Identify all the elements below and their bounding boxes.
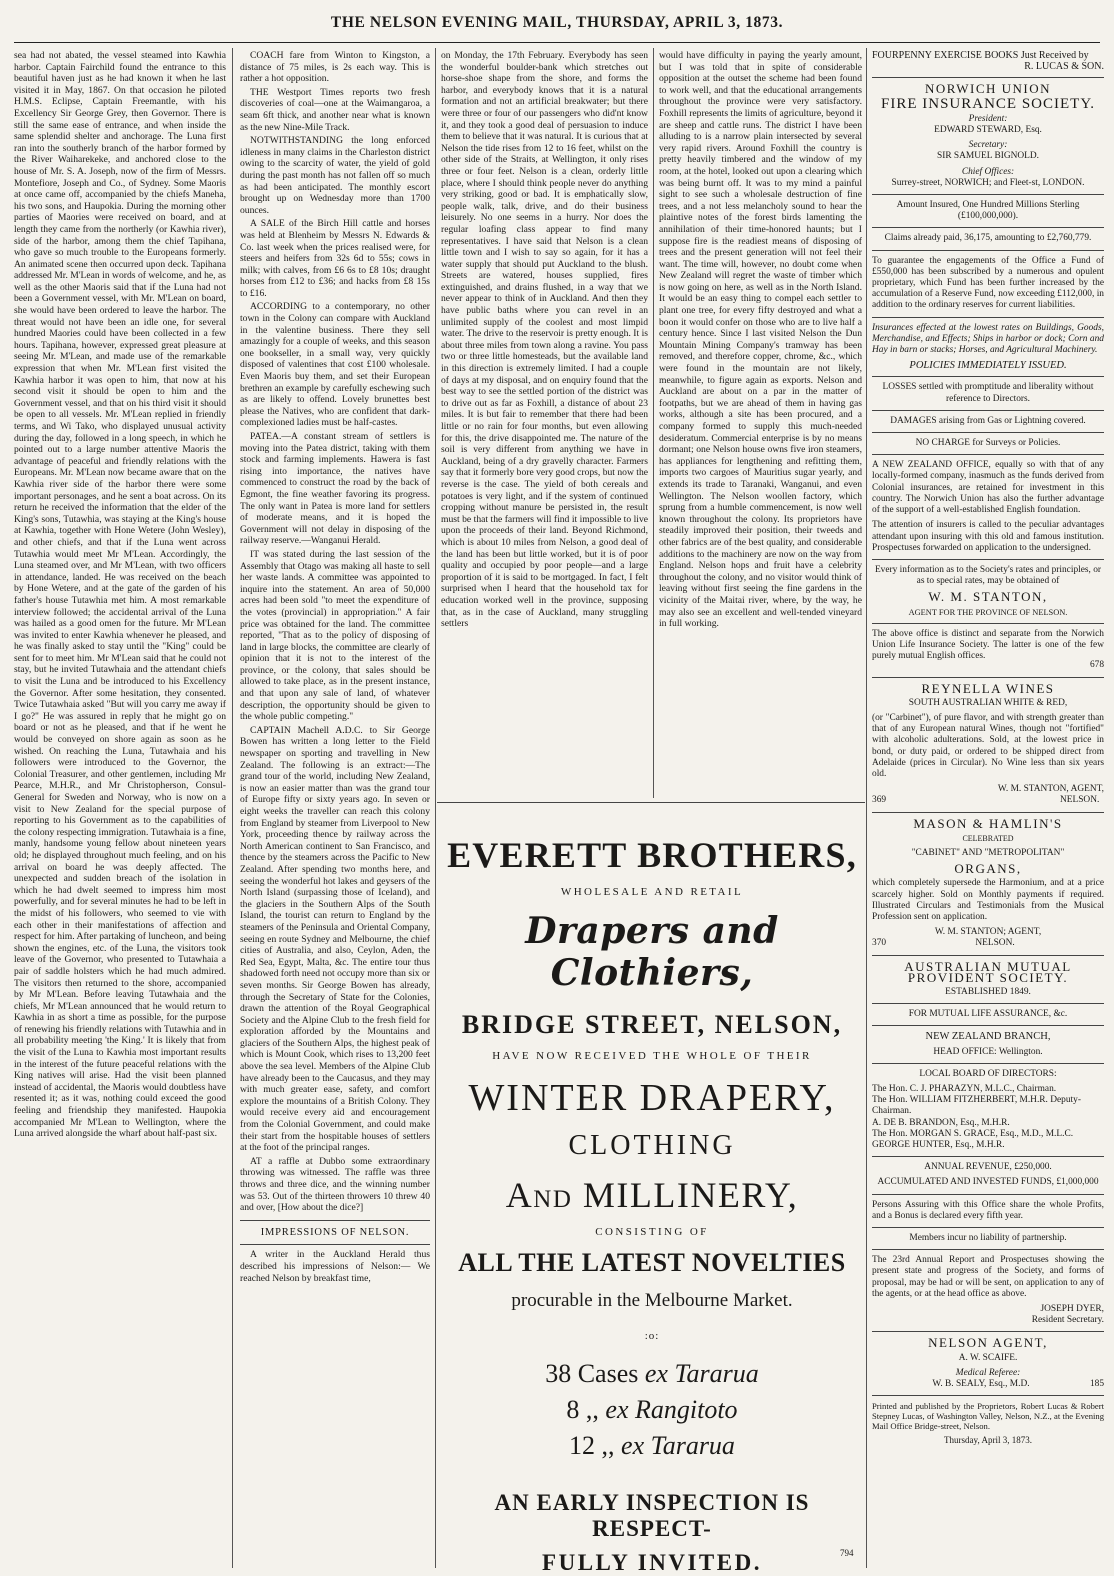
amp-head-office: HEAD OFFICE: Wellington. xyxy=(933,1046,1043,1057)
article-column-1 xyxy=(14,50,226,1565)
news-paragraph: would have difficulty in paying the yearly amount, but I was told that in spite of considerable opposition at the outset the scheme had been found to work well, and that the educational arrangements throughout the province were very satisfactory. Foxhill represents the limits of agriculture, beyond it are sheep and cattle runs. The district I have been alluding to is a narrow plain intersected by several very rapid rivers. Around Foxhill the country is pretty heavily timbered and the window of my room, at the hotel, looked out upon a clearing which was being burnt off. It was to my mind a painful sight to see such a wholesale destruction of fine trees, and a not less melancholy sound to hear the plaintive notes of the forest birds lamenting the annihilation of their time-honored haunts; but I suppose fire is the readiest means of disposing of trees and the present generation will not feel their want. The time will, however, no doubt come when New Zealand will regret the waste of timber which is now going on here, as well as in the North Island. It would be an easy thing to compel each settler to plant one tree, for every fifty destroyed and what a boon it would confer on those who are to live half a century hence. Since I last visited Nelson the Dun Mountain Mining Company's tramway has been removed, and therefore copper, chrome, &c., which were found in the mountain are not likely, meanwhile, to figure again as exports. Nelson and Auckland are about on a par in the matter of footpaths, but we are ahead of them in having gas works, although a site has been procured, and a company formed to supply this much-needed desideratum. Commercial enterprise is by no means dormant; one Nelson house owns five iron steamers, has appliances for lengthening and refitting them, imports two cargoes of Mauritius sugar yearly, and extends its trade to Taranaki, Wanganui, and even Wellington. The Nelson woollen factory, which sprung from a humble commencement, is now well known throughout the colony. Its proprietors have steadily improved their position, their tweeds and other fabrics are of the best quality, and considerable additions to the machinery are now on the way from England. Nelson hops and fruit have a celebrity throughout the colony, and no visitor would think of leaving without first seeing the fine gardens in the vicinity of the Maitai river, where, by the way, he may also see an excellent and well-tended vineyard in full working. xyxy=(659,50,862,630)
news-paragraph: CAPTAIN Machell A.D.C. to Sir George Bowen has written a long letter to the Field newspaper on sporting and travelling in New Zealand. The following is an extract:—The grand tour of the world, including New Zealand, is now an easier matter than was the grand tour of Europe fifty or sixty years ago. In seven or eight weeks the traveller can reach this colony from England by steamer from Liverpool to New York, proceeding thence by railway across the North American continent to San Francisco, and thence by the steamers across the Pacific to New Zealand. After spending two months here, and seeing the wonderful hot lakes and geysers of the North Island (surpassing those of Iceland), and the glaciers in the Southern Alps of the South Island, the tourist can return to England by the steamers of the Peninsula and Oriental Company, seeing en route Sydney and Melbourne, the chief cities of Australia, and also, Ceylon, Aden, the Red Sea, Egypt, Malta, &c. The entire tour thus shadowed forth need not occupy more than six or seven months. Sir George Bowen has already, through the Secretary of State for the Colonies, drawn the attention of the Royal Geographical Society and the Alpine Club to the fresh field for exploration afforded by the Mountains and glaciers of the Southern Alps, the highest peak of which is Mount Cook, which rises to 13,200 feet above the sea level. Members of the Alpine Club have already been to the Caucasus, and they may with much greater ease, safety, and comfort explore the mountains of a British Colony. They would receive every aid and encouragement from the Colonial Government, and could make their start from the hospitable houses of settlers at the foot of the principal ranges. xyxy=(240,724,430,1154)
president: President: EDWARD STEWARD, Esq. xyxy=(934,113,1042,136)
guarantee-fund: To guarantee the engagements of the Office a Fund of £550,000 has been subscribed by a numerous and opulent proprietary, which Fund has been further increased by the accumulation of a Reserve Fund, now exceeding £112,000, in addition to the ordinary reserves for current liabilities. xyxy=(872,255,1104,311)
exercise-books-ad: FOURPENNY EXERCISE BOOKS Just Received by R. LUCAS & SON. xyxy=(872,50,1104,73)
ad-millinery: And MILLINERY, xyxy=(505,1175,799,1215)
ad-case-line: 8 ,, ex Rangitoto xyxy=(566,1395,738,1424)
ad-number: 794 xyxy=(840,1548,854,1558)
ad-wholesale: WHOLESALE AND RETAIL xyxy=(560,886,744,898)
amp-funds: ACCUMULATED AND INVESTED FUNDS, £1,000,000 xyxy=(877,1177,1099,1188)
ad-winter-drapery: WINTER DRAPERY, xyxy=(468,1077,836,1119)
fire-insurance-title: FIRE INSURANCE SOCIETY. xyxy=(881,95,1095,112)
damages-covered: DAMAGES arising from Gas or Lightning covered. xyxy=(890,415,1086,426)
amp-members: Members incur no liability of partnership. xyxy=(909,1233,1067,1244)
news-paragraph: A SALE of the Birch Hill cattle and horses was held at Blenheim by Messrs N. Edwards & Co. last week when the prices realised were, for steers and heifers from 32s 6d to 55s; cows in milk; with calves, from £6 6s to £8 10s; draught horses from £12 to £36; and hacks from £8 15s to £16. xyxy=(240,218,430,299)
ad-invited: FULLY INVITED. xyxy=(542,1550,762,1575)
ad-drapers: Drapers and Clothiers, xyxy=(525,910,779,994)
policies-issued: POLICIES IMMEDIATELY ISSUED. xyxy=(909,360,1067,372)
amp-profits: Persons Assuring with this Office share the whole Profits, and a Bonus is declared every fifth year. xyxy=(872,1199,1104,1221)
imprint-date: Thursday, April 3, 1873. xyxy=(944,1435,1032,1446)
amp-secretary: JOSEPH DYER, Resident Secretary. xyxy=(1031,1304,1104,1326)
news-paragraph: ACCORDING to a contemporary, no other town in the Colony can compare with Auckland in the valentine business. There they sell amazingly for a couple of weeks, and this season one bookseller, in a small way, very quickly disposed of valentines that cost £100 wholesale. Even Maoris buy them, and set their European brethren an example by carefully eschewing such as are likely to offend. Lovely brunettes best please the Natives, who are confident that dark-complexioned ladies must be half-castes. xyxy=(240,301,430,429)
amp-board-label: LOCAL BOARD OF DIRECTORS: xyxy=(919,1068,1057,1079)
news-paragraph: NOTWITHSTANDING the long enforced idleness in many claims in the Charleston district owing to the scarcity of water, the yield of gold during the past month has not fallen off so much as had been anticipated. The monthly escort brought up on Wednesday more than 1700 ounces. xyxy=(240,135,430,216)
news-paragraph: AT a raffle at Dubbo some extraordinary throwing was witnessed. The raffle was three throws and three dice, and the winning number was 53. Out of the thirteen throwers 10 threw 40 and over, [How about the dice?] xyxy=(240,1155,430,1214)
reynella-subtitle: SOUTH AUSTRALIAN WHITE & RED, xyxy=(908,697,1068,708)
column-rule xyxy=(653,48,654,798)
organs-agent: W. M. STANTON; AGENT, 370 NELSON. xyxy=(872,927,1042,949)
nz-office: A NEW ZEALAND OFFICE, equally so with that of any locally-formed company, inasmuch as the funds derived from Colonial insurances, are retained for investment in this country. The Norwich Union has also the further advantage of the support of a well-established English foundation. xyxy=(872,460,1104,516)
amount-insured: Amount Insured, One Hundred Millions Sterling (£100,000,000). xyxy=(896,200,1080,222)
ad-latest-novelties: ALL THE LATEST NOVELTIES xyxy=(458,1248,846,1277)
news-paragraph: PATEA.—A constant stream of settlers is moving into the Patea district, taking with them stock and farming implements. Hawera is fast rising into importance, the natives have commenced to construct the road by the back of Egmont, the fine weather favoring its progress. The only want in Patea is more land for settlers of moderate means, and it is hoped the Government will not delay in disposing of the railway reserve.—Wanganui Herald. xyxy=(240,431,430,547)
news-paragraph: THE Westport Times reports two fresh discoveries of coal—one at the Waimangaroa, a seam 6ft thick, and another near what is known as the new Nine-Mile Track. xyxy=(240,86,430,133)
organs-body: which completely supersede the Harmonium, and at a price scarcely higher. Sold on Monthly payments if required. Illustrated Circulars and Testimonials from the Musical Profession sent on application. xyxy=(872,878,1104,922)
claims-paid: Claims already paid, 36,175, amounting to £2,760,779. xyxy=(884,233,1092,244)
masthead: THE NELSON EVENING MAIL, THURSDAY, APRIL 3, 1873. xyxy=(330,14,784,31)
distinct-notice: The above office is distinct and separate from the Norwich Union Life Insurance Society. The latter is one of the few purely mutual English offices. xyxy=(872,628,1104,662)
column-rule xyxy=(435,48,436,1568)
article-column-3 xyxy=(441,50,648,802)
amp-title: AUSTRALIAN MUTUAL PROVIDENT SOCIETY. xyxy=(904,958,1072,985)
column-rule xyxy=(232,48,233,1568)
kawhia-article: sea had not abated, the vessel steamed into Kawhia harbor. Captain Fairchild found the entrance to this beautiful haven just as he had known it when he last visited it in May, 1867. On that occasion he piloted H.M.S. Eclipse, Captain Freemantle, with his Excellency Sir George Grey, then Governor. There is still the same ease of entrance, and when inside the same splendid shelter and anchorage. The Luna first ran into the southerly branch of the harbor formed by the River Waiharekeke, and anchored close to the house of Mr. S. A. Joseph, now of the firm of Messrs. Montefiore, Joseph and Co., of Sydney. Some Maoris at once came off, accompanied by the chiefs Maneha, his two sons, and Haupokia. During the morning other parties of Maories were received on board, and at length they came from the northerly (or Kawhia river), side of the harbor, among them the chief Tapihana, who gave so much trouble to the Europeans formerly. An animated scene then occurred upon deck. Tapihana addressed Mr. M'Lean in words of welcome, and he, as well as the other Maoris said that if the Luna had not been a Government vessel, with Mr. M'Lean on board, she would have been ordered to leave the harbor. The threat would not have been an idle one, for several hundred Maories could have been collected in a few hours. Tapihana, however, expressed great pleasure at seeing Mr. M'Lean, and made use of the remarkable expression that when Mr. M'Lean first visited the Kawhia harbor it was open to him, that now at his second visit it should be open to him and the Government vessel, and that on his third visit it should be open to all vessels. Mr. M'Lean replied in friendly terms, and Wi Tako, who displayed unusual activity during the day, followed in a long speech, in which he pointed out to a large number attentive Maoris the advantage of peaceful and friendly relations with the Europeans. Mr. M'Lean now became aware that on the Kawhia river side of the harbor there were some important personages, and he sent a boat across. On its return he received the information that the elder of the King's sons, Tutawhia, was staying at the King's house at Kawhia, together with Hone Wetere (John Wesley), and other chiefs, and that if the Luna went across Tutawhia would meet Mr M'Lean. Accordingly, the Luna steamed over, and Mr M'Lean, with two officers in attendance, landed. He was received on the beach by Hone Wetere, and at the gate of the garden of his father's house Tutawhia met him. A most remarkable interview followed; the accidental arrival of the Luna was hailed as a good omen for the future. Mr M'Lean was invited to enter Kawhia whenever he pleased, and he was finally asked to stay until the "King" could be sent for to meet him. Mr M'Lean said that he could not stay, but he invited Tutawhaia and the attendant chiefs to visit the Luna and be introduced to his Excellency the Governor. After some hesitation, they consented. Twice Tutawhaia asked "But will you carry me away if I go?" He was assured in reply that he might go on board or not as he pleased, and that if he went he would be conveyed on shore again as soon as he wished. On reaching the Luna, Tutawhaia and his followers were introduced to the Governor, the Colonial Treasurer, and other gentlemen, including Mr Pearce, M.H.R., and Mr Christopherson, Consul-General for Sweden and Norway, who is now on a visit to New Zealand for the special purpose of reporting to his Government as to the capabilities of the colony respecting immigration. Tutawhaia is a fine, manly, handsome young fellow about nineteen years old; he displayed throughout much feeling, and on his arrival on board he was deeply affected. The unexpected and sudden breach of the isolation in which he had dwelt seemed to impress him most powerfully, and for several minutes he had to be left in the midst of his followers, who seemed to vie with each other in their manifestations of affection and respect for him. After partaking of luncheon, and being shown the engines, etc. of the Luna, the visitors took leave of the Governor, who presented to Tutawhaia a pair of saddle holsters which he had much admired. The visitors then returned to the shore, accompanied by Mr M'Lean. Before leaving Tutawhaia and the chiefs, Mr M'Lean announced that he would return to Kawhia in as short a time as possible, for the purpose of renewing his friendly relations with Tutawhia and in all probability meeting 'the King.' It is likely that from the visit of the Luna to Kawhia most important results in the interest of the future peaceful relations with the King natives will arise. Had the visit been planned instead of accidental, the Maoris would doubtless have resented it; as it was, nothing could exceed the good feeling and friendship they manifested. Haupokia accompanied Mr M'Lean to Wellington, where the Luna arrived alongside the wharf about half-past six. xyxy=(14,50,226,1140)
ad-firm-name: EVERETT BROTHERS, xyxy=(447,835,857,875)
ad-number: 678 xyxy=(1089,660,1104,671)
news-paragraph: IT was stated during the last session of the Assembly that Otago was making all haste to sell her waste lands. A committee was appointed to inquire into the statement. An area of 50,000 acres had been sold "to meet the expenditure of the votes (provincial) in appropriation." A fair price was obtained for the land. The committee reported, "That as to the policy of disposing of land in large blocks, the committee are clearly of opinion that it is not to the interest of the province, or the colony, that sales should be allowed to take place, as in the present instance, and that upon any sale of land, of whatever description, the opportunity should be given to the whole public competing." xyxy=(240,548,430,723)
secretary: Secretary: SIR SAMUEL BIGNOLD. xyxy=(937,140,1039,162)
ad-consisting: CONSISTING OF xyxy=(595,1226,709,1238)
agent-province: AGENT FOR THE PROVINCE OF NELSON. xyxy=(908,607,1068,617)
imprint: Printed and published by the Proprietors, Robert Lucas & Robert Stepney Lucas, of Washington Valley, Nelson, N.Z., at the Evening Mail Office Bridge-street, Nelson. xyxy=(872,1401,1104,1432)
ad-received: HAVE NOW RECEIVED THE WHOLE OF THEIR xyxy=(492,1050,812,1062)
mason-hamlin-title: MASON & HAMLIN'S xyxy=(913,815,1063,831)
news-paragraph: on Monday, the 17th February. Everybody has seen the wonderful boulder-bank which stretches out horse-shoe shape from the shore, and forms the harbor, and everybody knows that it is a natural formation and not an artificial breakwater; but there were three or four of our passengers who did'nt know it, and they took a good deal of persuasion to induce them to believe that it was natural. It is curious that at Nelson the tide rises from 12 to 16 feet, whilst on the other side of the Straits, at Wellington, it only rises three or four feet. Nelson is a clean, orderly little place, where I should think people never do anything very striking, good or bad. It is emphatically slow, people walk, talk, drive, and do their business leisurely. No one seems in a hurry. Nor does the regular loafing class appear to find many representatives. I have said that Nelson is a clean little town and I wish to say so again, for it has a water supply that should put Auckland to the blush. Streets are watered, houses supplied, fires extinguished, and drains flushed, in a way that we never appear to think of in Auckland. And then they have public baths where you can revel in an unlimited supply of the coolest and most limpid water. The drive to the reservoir is pretty enough. It is about three miles from town along a ravine. You pass two or three little homesteads, but the available land in this direction is extremely limited. I had a couple of days at my disposal, and on enquiry found that the best way to see the settled portion of the district was to drive out as far as Foxhill, a distance of about 23 miles. It is but fair to remember that there had been little or no rain for four months, but even allowing for this, the drive disappointed me. The nature of the soil is very different from anything we have in Auckland, being of a dry gravelly character. Farmers say that it formerly bore very good crops, but now the reverse is the case. The yield of both cereals and potatoes is very light, and if the system of continued cropping without manure be persisted in, the result must be that the farmers will find it impossible to live upon the proceeds of their land. Beyond Richmond, which is about 10 miles from Nelson, a good deal of the land has been but little worked, but it is of poor quality and occupied by poor people—and a large proportion of it is said to be mortgaged. In fact, I felt surprised when I heard that the household tax for education worked well in the province, supposing that, as in the case of Auckland, many struggling settlers xyxy=(441,50,648,630)
ad-clothing: CLOTHING xyxy=(568,1130,736,1161)
ad-address: BRIDGE STREET, NELSON, xyxy=(461,1010,843,1039)
ad-procurable: procurable in the Melbourne Market. xyxy=(511,1290,793,1311)
norwich-union-title: NORWICH UNION xyxy=(924,81,1052,97)
ad-inspection: AN EARLY INSPECTION IS RESPECT- xyxy=(494,1490,810,1541)
reynella-title: REYNELLA WINES xyxy=(921,680,1055,696)
celebrated: CELEBRATED xyxy=(962,833,1014,843)
amp-revenue: ANNUAL REVENUE, £250,000. xyxy=(924,1162,1052,1173)
news-paragraph: COACH fare from Winton to Kingston, a distance of 75 miles, is 2s each way. This is rather a hot opposition. xyxy=(240,50,430,85)
right-column-ads xyxy=(872,50,1104,1450)
society-information: Every information as to the Society's rates and principles, or as to special rates, may be obtained of xyxy=(874,564,1102,587)
ad-case-line: 38 Cases ex Tararua xyxy=(545,1359,759,1388)
article-column-4 xyxy=(659,50,862,802)
ad-divider: :o: xyxy=(644,1330,660,1342)
amp-report: The 23rd Annual Report and Prospectuses showing the present state and progress of the Society, and forms of proposal, may be had or will be sent, on application to any of the agents, or at the head office as above. xyxy=(872,1255,1104,1299)
agent-name: W. M. STANTON, xyxy=(928,589,1048,605)
ad-case-line: 12 ,, ex Tararua xyxy=(569,1431,735,1460)
losses-settled: LOSSES settled with promptitude and liberality without reference to Directors. xyxy=(882,382,1094,404)
medical-referee: Medical Referee: W. B. SEALY, Esq., M.D. 185 xyxy=(932,1367,1104,1390)
masthead-rule xyxy=(14,42,1100,43)
amp-established: ESTABLISHED 1849. xyxy=(945,987,1031,997)
everett-brothers-ad xyxy=(440,806,864,1575)
news-paragraph: A writer in the Auckland Herald thus described his impressions of Nelson:— We reached Nelson by breakfast time, xyxy=(240,1249,430,1284)
chief-offices: Chief Offices: Surrey-street, NORWICH; and Fleet-st, LONDON. xyxy=(891,166,1085,188)
section-heading: IMPRESSIONS OF NELSON. xyxy=(260,1226,410,1238)
insurer-attention: The attention of insurers is called to the peculiar advantages attendant upon insuring with this old and famous institution. Prospectuses forwarded on application to the undersigned. xyxy=(872,520,1104,553)
insurance-rates: Insurances effected at the lowest rates on Buildings, Goods, Merchandise, and Effects; Ships in harbor or dock; Corn and Hay in barn or stacks; Horses, and Agricultural Machinery. xyxy=(872,322,1104,356)
article-column-2 xyxy=(240,50,430,1565)
organ-models: "CABINET" AND "METROPOLITAN" xyxy=(911,847,1065,858)
amp-agent-name: A. W. SCAIFE. xyxy=(958,1352,1018,1363)
ad-cases xyxy=(440,1356,864,1464)
amp-directors: The Hon. C. J. PHARAZYN, M.L.C., Chairman. The Hon. WILLIAM FITZHERBERT, M.H.R. Deputy-Chairman. A. DE B. BRANDON, Esq., M.H.R. The Hon. MORGAN S. GRACE, Esq., M.D., M.L.C. GEORGE HUNTER, Esq., M.H.R. xyxy=(872,1084,1081,1151)
reynella-body: (or "Carbinet"), of pure flavor, and with strength greater than that of any European natural Wines, though not "fortified" with alcoholic adulterations. Sold, at the lowest price in bond, or duty paid, or ordered to be shipped direct from Adelaide (prices in Circular). No Wine less than six years old. xyxy=(872,712,1104,779)
ad-top-rule xyxy=(437,802,865,803)
no-charge: NO CHARGE for Surveys or Policies. xyxy=(915,438,1061,449)
column-rule xyxy=(866,48,867,1568)
organs-title: ORGANS, xyxy=(954,861,1022,877)
amp-nelson-agent: NELSON AGENT, xyxy=(928,1335,1048,1351)
amp-mutual: FOR MUTUAL LIFE ASSURANCE, &c. xyxy=(908,1009,1068,1020)
reynella-agent: W. M. STANTON, AGENT, NELSON. 369 xyxy=(872,784,1104,806)
amp-branch: NEW ZEALAND BRANCH, xyxy=(925,1031,1051,1043)
